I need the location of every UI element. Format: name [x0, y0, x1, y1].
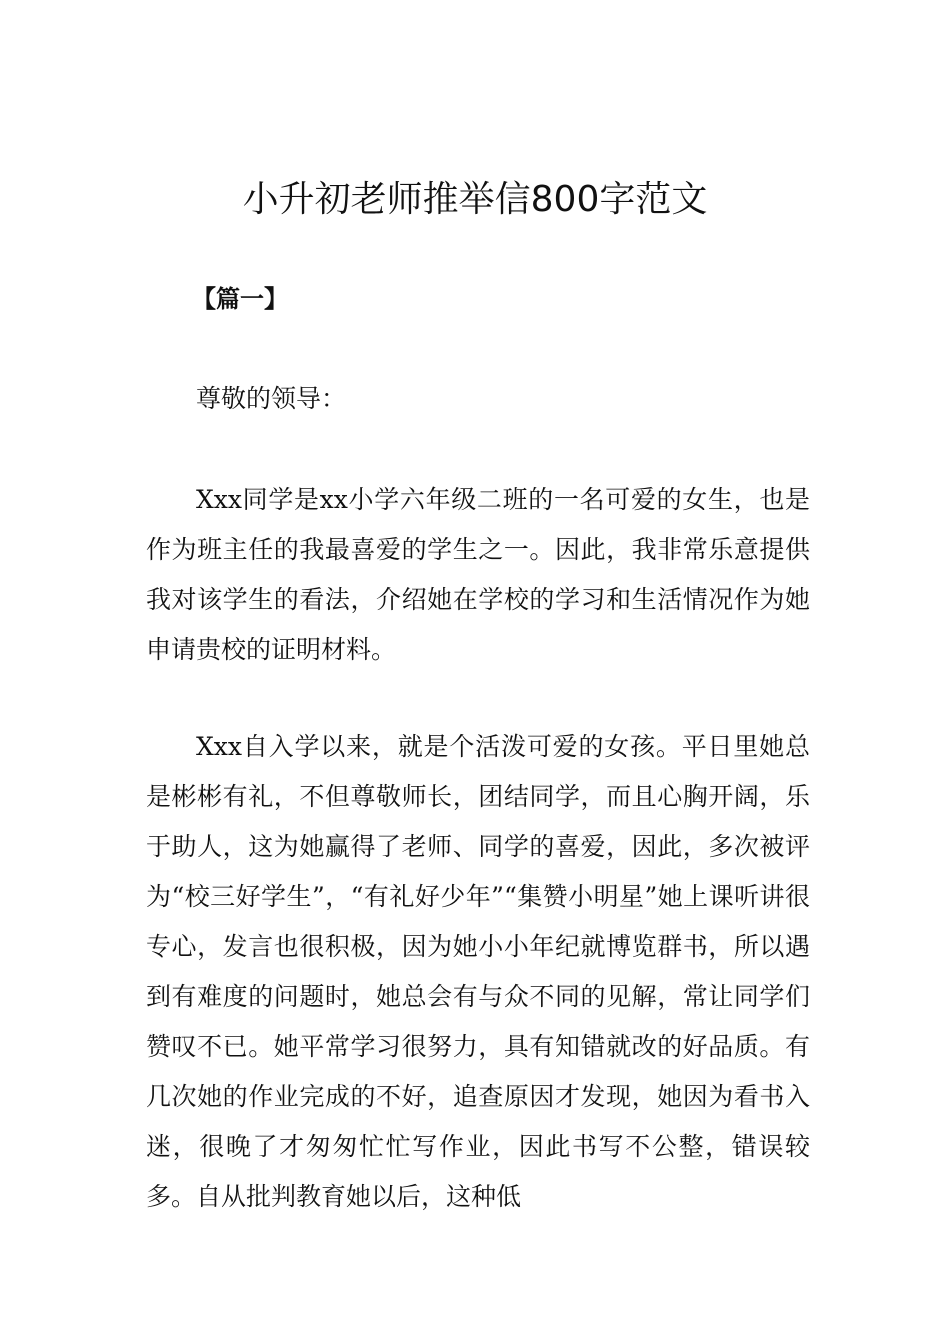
salutation: 尊敬的领导：: [196, 384, 347, 413]
document-title: 小升初老师推举信800字范文: [242, 179, 708, 220]
body-paragraph-2: Xxx自入学以来，就是个活泼可爱的女孩。平日里她总是彬彬有礼，不但尊敬师长，团结同学，而且心胸开阔，乐于助人，这为她赢得了老师、同学的喜爱，因此，多次被评为“校三好学生”，“有礼好少年”“集赞小明星”她上课听讲很专心，发言也很积极，因为她小小年纪就博览群书，所以遇到有难度的问题时，她总会有与众不同的见解，常让同学们赞叹不已。她平常学习很努力，具有知错就改的好品质。有几次她的作业完成的不好，追查原因才发现，她因为看书入迷，很晚了才匆匆忙忙写作业，因此书写不公整，错误较多。自从批判教育她以后，这种低: [146, 732, 810, 1211]
body-paragraph-1: Xxx同学是xx小学六年级二班的一名可爱的女生，也是作为班主任的我最喜爱的学生之一。因此，我非常乐意提供我对该学生的看法，介绍她在学校的学习和生活情况作为她申请贵校的证明材料。: [146, 485, 810, 664]
section-label: 【篇一】: [192, 285, 288, 313]
